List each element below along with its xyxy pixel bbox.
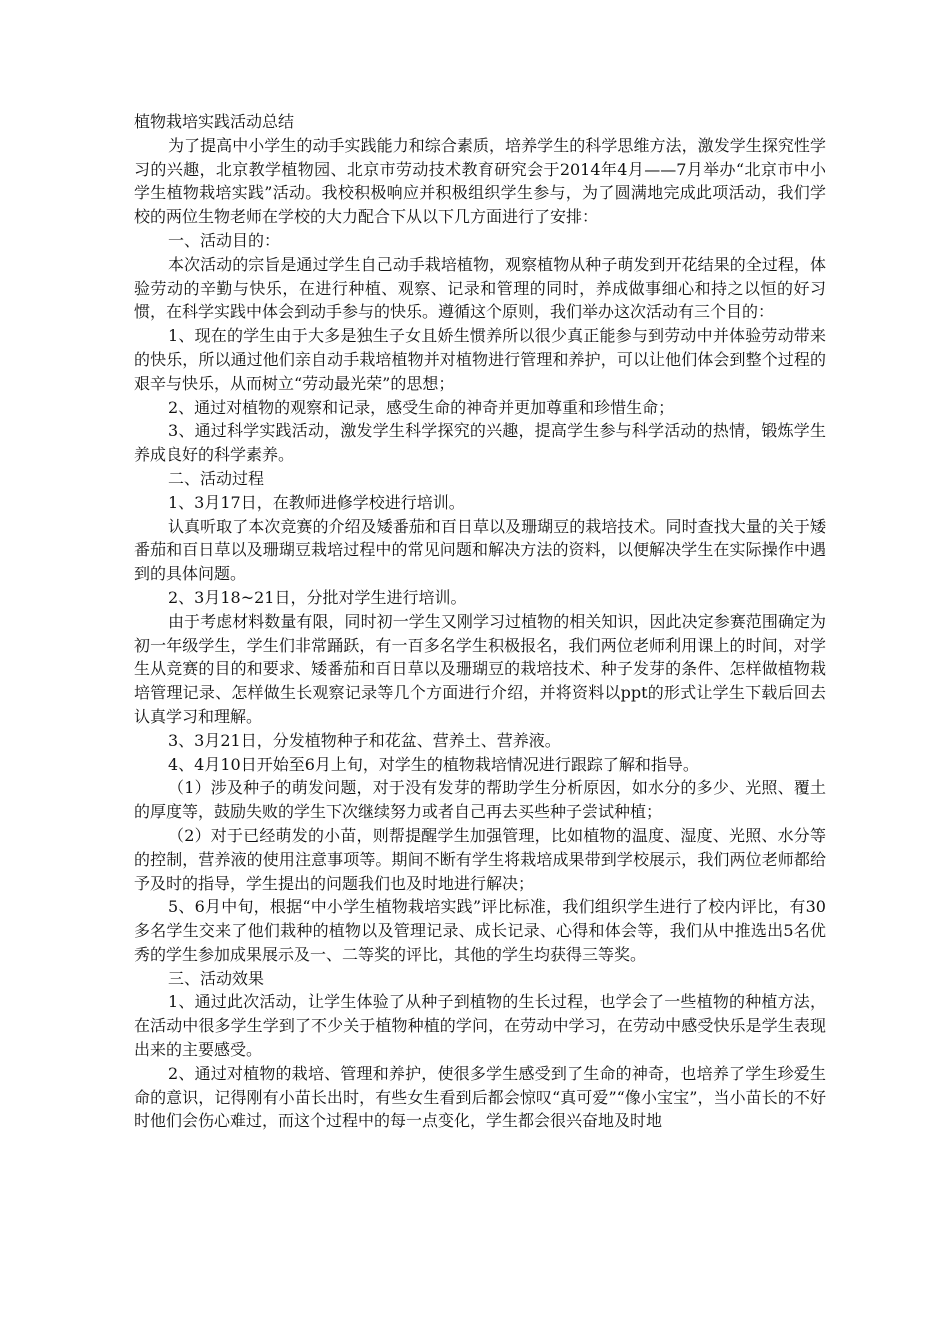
document-title: 植物栽培实践活动总结: [134, 112, 295, 131]
paragraph-purpose-item-2: 2、通过对植物的观察和记录，感受生命的神奇并更加尊重和珍惜生命；: [168, 397, 675, 417]
paragraph-process-step-4: 4、4月10日开始至6月上旬，对学生的植物栽培情况进行跟踪了解和指导。: [168, 754, 699, 774]
paragraph-effect-1: 1、通过此次活动，让学生体验了从种子到植物的生长过程，也学会了一些植物的种植方法，在活动中很多学生学到了不少关于植物种植的学问，在劳动中学习，在劳动中感受快乐是学生表现出来的主要感受。: [134, 992, 826, 1060]
paragraph-process-step-1: 1、3月17日，在教师进修学校进行培训。: [168, 492, 465, 512]
paragraph-purpose: 本次活动的宗旨是通过学生自己动手栽培植物，观察植物从种子萌发到开花结果的全过程，体验劳动的辛勤与快乐，在进行种植、观察、记录和管理的同时，养成做事细心和持之以恒的好习惯，在科学实践中体会到动手参与的快乐。遵循这个原则，我们举办这次活动有三个目的：: [134, 254, 826, 322]
section-heading-effect: 三、活动效果: [168, 968, 265, 988]
paragraph-intro: 为了提高中小学生的动手实践能力和综合素质，培养学生的科学思维方法，激发学生探究性学习的兴趣，北京教学植物园、北京市劳动技术教育研究会于2014年4月——7月举办“北京市中小学生植物栽培实践”活动。我校积极响应并积极组织学生参与，为了圆满地完成此项活动，我们学校的两位生物老师在学校的大力配合下从以下几方面进行了安排：: [134, 135, 826, 227]
paragraph-process-step-1-detail: 认真听取了本次竞赛的介绍及矮番茄和百日草以及珊瑚豆的栽培技术。同时查找大量的关于矮番茄和百日草以及珊瑚豆栽培过程中的常见问题和解决方法的资料，以便解决学生在实际操作中遇到的具体问题。: [134, 516, 826, 584]
paragraph-process-step-2: 2、3月18~21日，分批对学生进行培训。: [168, 587, 467, 607]
paragraph-process-step-5: 5、6月中旬，根据“中小学生植物栽培实践”评比标准，我们组织学生进行了校内评比，有30多名学生交来了他们栽种的植物以及管理记录、成长记录、心得和体会等，我们从中推选出5名优秀的学生参加成果展示及一、二等奖的评比，其他的学生均获得三等奖。: [134, 897, 826, 964]
section-heading-purpose: 一、活动目的：: [168, 230, 281, 250]
document-page: [134, 110, 826, 1133]
paragraph-effect-2: 2、通过对植物的栽培、管理和养护，使很多学生感受到了生命的神奇，也培养了学生珍爱生命的意识，记得刚有小苗长出时，有些女生看到后都会惊叹“真可爱”“像小宝宝”，当小苗长的不好时他们会伤心难过，而这个过程中的每一点变化，学生都会很兴奋地及时地: [134, 1063, 826, 1131]
paragraph-purpose-item-3: 3、通过科学实践活动，激发学生科学探究的兴趣，提高学生参与科学活动的热情，锻炼学生养成良好的科学素养。: [134, 421, 826, 465]
paragraph-process-step-4-sub-1: （1）涉及种子的萌发问题，对于没有发芽的帮助学生分析原因，如水分的多少、光照、覆土的厚度等，鼓励失败的学生下次继续努力或者自己再去买些种子尝试种植；: [134, 778, 826, 822]
paragraph-process-step-3: 3、3月21日，分发植物种子和花盆、营养土、营养液。: [168, 730, 561, 750]
paragraph-process-step-2-detail: 由于考虑材料数量有限，同时初一学生又刚学习过植物的相关知识，因此决定参赛范围确定为初一年级学生，学生们非常踊跃，有一百多名学生积极报名，我们两位老师利用课上的时间，对学生从竞赛的目的和要求、矮番茄和百日草以及珊瑚豆的栽培技术、种子发芽的条件、怎样做植物栽培管理记录、怎样做生长观察记录等几个方面进行介绍，并将资料以ppt的形式让学生下载后回去认真学习和理解。: [134, 611, 826, 726]
section-heading-process: 二、活动过程: [168, 468, 265, 488]
paragraph-purpose-item-1: 1、现在的学生由于大多是独生子女且娇生惯养所以很少真正能参与到劳动中并体验劳动带来的快乐，所以通过他们亲自动手栽培植物并对植物进行管理和养护，可以让他们体会到整个过程的艰辛与快乐，从而树立“劳动最光荣”的思想；: [134, 326, 826, 393]
paragraph-process-step-4-sub-2: （2）对于已经萌发的小苗，则帮提醒学生加强管理，比如植物的温度、湿度、光照、水分等的控制，营养液的使用注意事项等。期间不断有学生将栽培成果带到学校展示，我们两位老师都给予及时的指导，学生提出的问题我们也及时地进行解决；: [134, 825, 826, 893]
